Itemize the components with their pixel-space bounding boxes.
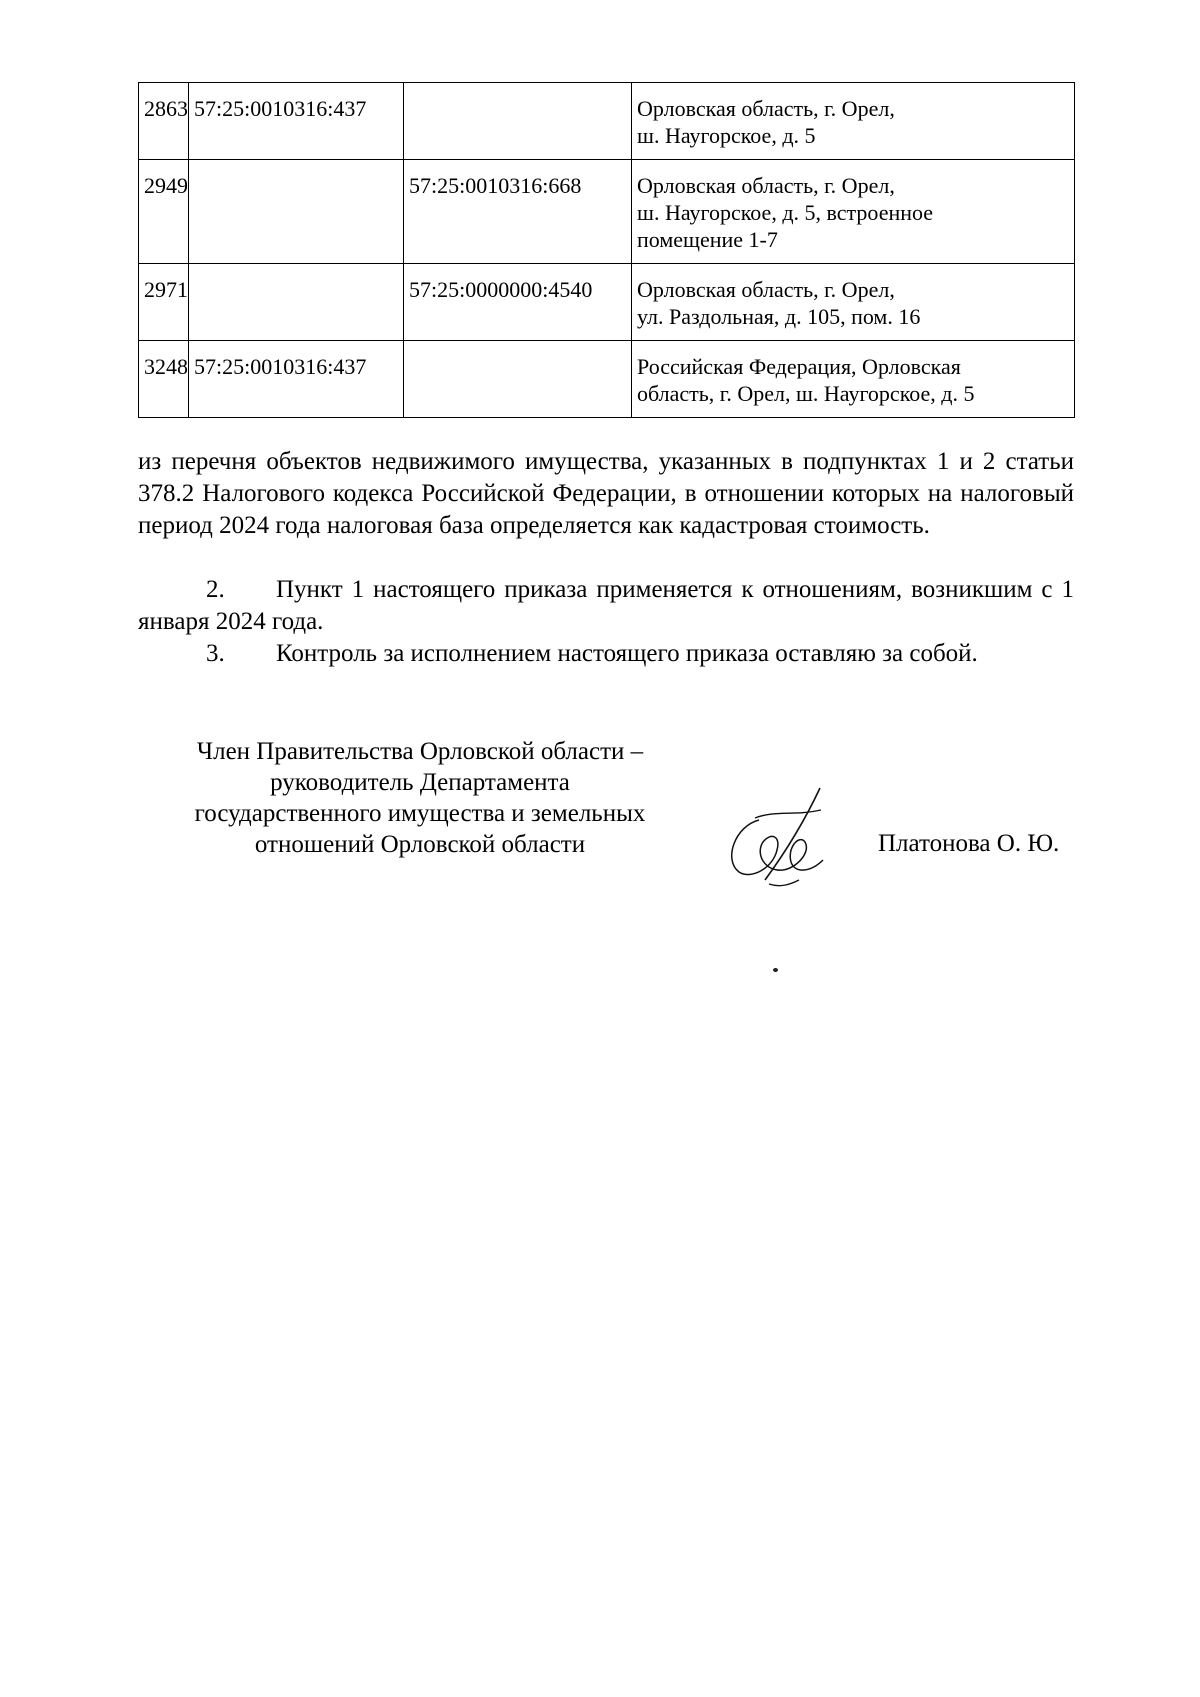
table-row (139, 83, 1075, 160)
item-3-text: Контроль за исполнением настоящего приказа оставляю за собой. (276, 640, 978, 667)
item-3-paragraph (138, 638, 1074, 670)
row-number-cell: 2863 (139, 83, 189, 160)
building-cadastral-cell: 57:25:0010316:437 (189, 341, 404, 418)
property-table-body (139, 83, 1075, 418)
scan-speck (773, 968, 778, 972)
address-cell: Российская Федерация, Орловская область, г. Орел, ш. Наугорское, д. 5 (632, 341, 1075, 418)
row-number-cell: 2949 (139, 160, 189, 264)
table-row (139, 264, 1075, 341)
continuation-paragraph: из перечня объектов недвижимого имущества, указанных в подпунктах 1 и 2 статьи 378.2 Налогового кодекса Российской Федерации, в отношении которых на налоговый период 2024 года налоговая база определяется как кадастровая стоимость. (138, 448, 1074, 539)
building-cadastral-cell (189, 264, 404, 341)
building-cadastral-cell (189, 160, 404, 264)
premises-cadastral-cell (404, 83, 632, 160)
address-cell: Орловская область, г. Орел, ул. Раздольная, д. 105, пом. 16 (632, 264, 1075, 341)
handwritten-signature (725, 780, 835, 890)
address-cell: Орловская область, г. Орел, ш. Наугорское, д. 5, встроенное помещение 1-7 (632, 160, 1075, 264)
property-table (138, 82, 1075, 418)
table-row (139, 341, 1075, 418)
premises-cadastral-cell (404, 341, 632, 418)
item-3-number: 3. (206, 640, 225, 667)
signatory-position-title: Член Правительства Орловской области – руководитель Департамента государственного имущества и земельных отношений Орловской области (194, 738, 646, 858)
row-number-cell: 3248 (139, 341, 189, 418)
row-number-cell: 2971 (139, 264, 189, 341)
item-2-text: Пункт 1 настоящего приказа применяется к отношениям, возникшим с 1 января 2024 года. (138, 576, 1074, 635)
signer-name: Платонова О. Ю. (878, 830, 1060, 857)
item-2-number: 2. (206, 576, 225, 603)
building-cadastral-cell: 57:25:0010316:437 (189, 83, 404, 160)
address-cell: Орловская область, г. Орел, ш. Наугорское, д. 5 (632, 83, 1075, 160)
premises-cadastral-cell: 57:25:0010316:668 (404, 160, 632, 264)
item-2-paragraph (138, 574, 1074, 638)
premises-cadastral-cell: 57:25:0000000:4540 (404, 264, 632, 341)
table-row (139, 160, 1075, 264)
